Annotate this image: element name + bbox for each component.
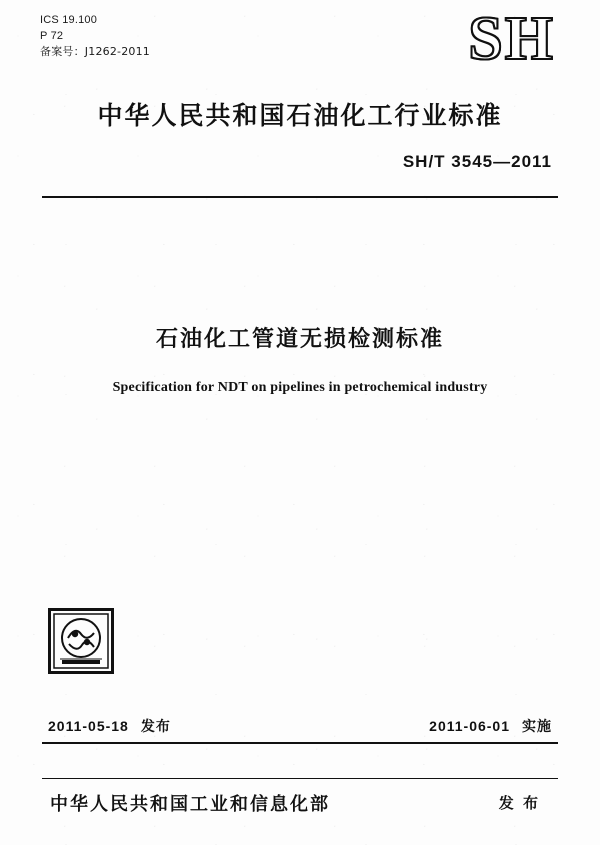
effective-date: 2011-06-01 xyxy=(429,718,510,734)
effective-date-block xyxy=(429,716,552,736)
page-title: 石油化工管道无损检测标准 xyxy=(155,327,444,352)
issue-date-label: 发布 xyxy=(140,719,171,735)
divider-top xyxy=(42,196,558,198)
issue-date: 2011-05-18 xyxy=(48,718,129,734)
sh-logo-icon: SH xyxy=(468,5,555,73)
record-number: 备案号：J1262-2011 xyxy=(40,45,151,58)
national-emblem-icon xyxy=(48,608,114,674)
publisher-action-label: 发 布 xyxy=(498,794,540,812)
classification-code: P 72 xyxy=(40,30,64,42)
header-metadata xyxy=(40,12,150,60)
publisher-name: 中华人民共和国工业和信息化部 xyxy=(50,794,330,815)
divider-bottom xyxy=(42,742,558,744)
ics-code: ICS 19.100 xyxy=(40,14,98,26)
divider-footer xyxy=(42,778,558,779)
issue-date-block xyxy=(48,716,171,736)
standard-issuer-line: 中华人民共和国石油化工行业标准 xyxy=(97,101,503,130)
page-subtitle-english: Specification for NDT on pipelines in petrochemical industry xyxy=(112,380,488,395)
effective-date-label: 实施 xyxy=(522,719,552,735)
standard-number: SH/T 3545—2011 xyxy=(402,152,552,171)
